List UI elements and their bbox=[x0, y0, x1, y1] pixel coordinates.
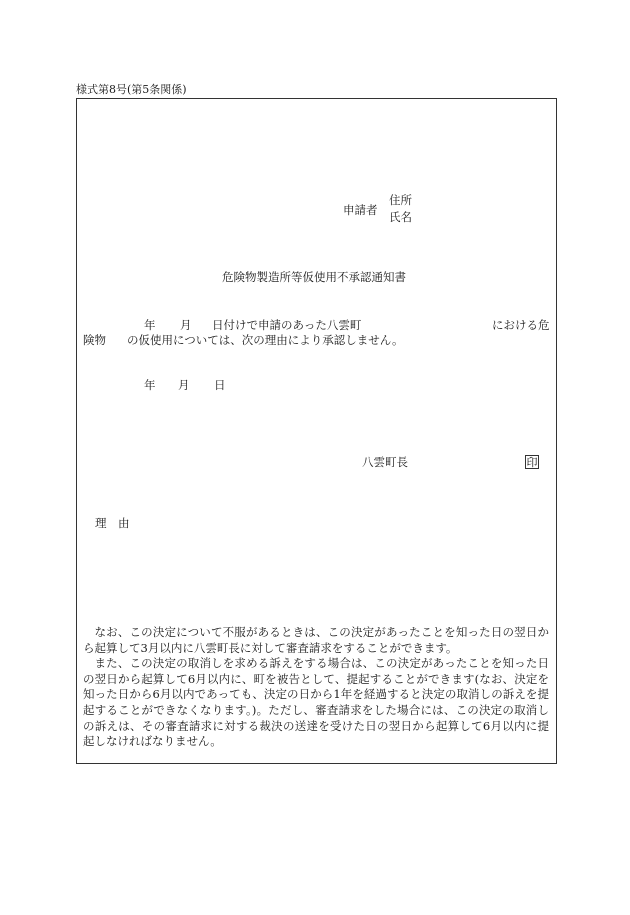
applicant-label: 申請者 bbox=[343, 203, 378, 217]
issuer-label: 八雲町長 bbox=[362, 455, 408, 469]
body-line-2 bbox=[83, 335, 548, 349]
reason-label: 理 由 bbox=[95, 516, 130, 530]
document-title: 危険物製造所等仮使用不承認通知書 bbox=[222, 270, 406, 284]
notice-paragraph-2: また、この決定の取消しを求める訴えをする場合は、この決定があったことを知った日の翌日から起算して6月以内に、町を被告として、提起することができます(なお、決定を知った日から6月以内であっても、決定の日から1年を経過すると決定の取消しの訴えを提起することができなくなります。)。ただし、審査請求をした場合には、この決定の取消しの訴えは、その審査請求に対する裁決の送達を受けた日の翌日から起算して6月以内に提起しなければなりません。 bbox=[83, 656, 549, 749]
body-text-2: の仮使用については、次の理由により承認しません。 bbox=[127, 333, 404, 347]
date-day-label: 日 bbox=[214, 378, 226, 392]
body-text-2-head: 険物 bbox=[83, 333, 106, 347]
body-text-1: 日付けで申請のあった八雲町 bbox=[212, 318, 362, 332]
appeal-notice bbox=[83, 625, 549, 750]
form-number: 様式第8号(第5条関係) bbox=[76, 83, 187, 96]
body-line-1 bbox=[83, 320, 548, 334]
body-year-label: 年 bbox=[144, 318, 156, 332]
date-year-label: 年 bbox=[144, 378, 156, 392]
body-month-label: 月 bbox=[180, 318, 192, 332]
date-month-label: 月 bbox=[178, 378, 190, 392]
seal-mark: 印 bbox=[526, 455, 538, 469]
body-text-1-tail: における危 bbox=[492, 318, 550, 332]
address-label: 住所 bbox=[389, 193, 412, 207]
issue-date bbox=[144, 380, 264, 394]
name-label: 氏名 bbox=[389, 210, 412, 224]
notice-paragraph-1: なお、この決定について不服があるときは、この決定があったことを知った日の翌日から起算して3月以内に八雲町長に対して審査請求をすることができます。 bbox=[83, 625, 549, 655]
